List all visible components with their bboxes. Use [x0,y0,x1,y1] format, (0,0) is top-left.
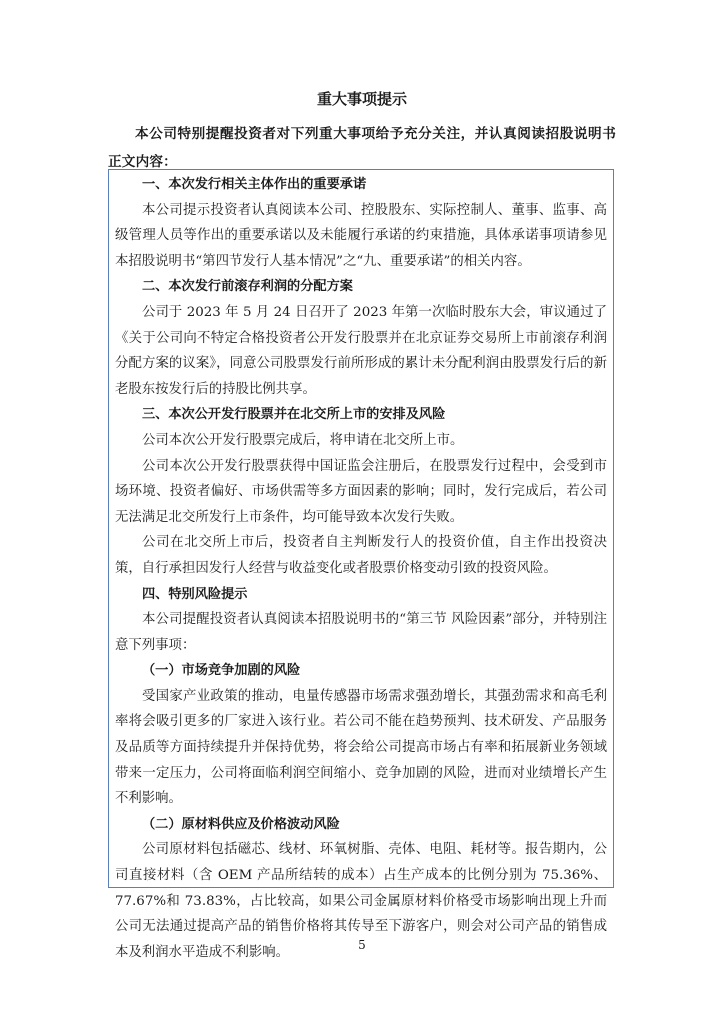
section-1-heading: 一、本次发行相关主体作出的重要承诺 [142,177,367,192]
section-3-paragraph-3: 公司在北交所上市后，投资者自主判断发行人的投资价值，自主作出投资决策，自行承担因发行人经营与收益变化或者股票价格变动引致的投资风险。 [115,535,607,576]
page-number: 5 [358,938,366,952]
section-4-paragraph: 本公司提醒投资者认真阅读本招股说明书的“第三节 风险因素”部分，并特别注意下列事项： [115,612,607,653]
intro-paragraph: 本公司特别提醒投资者对下列重大事项给予充分关注，并认真阅读招股说明书正文内容： [108,126,616,170]
section-2-heading: 二、本次发行前滚存利润的分配方案 [142,279,353,295]
section-3-paragraph-2: 公司本次公开发行股票获得中国证监会注册后，在股票发行过程中，会受到市场环境、投资者偏好、市场供需等多方面因素的影响；同时，发行完成后，若公司无法满足北交所发行上市条件，均可能导致本次发行失败。 [115,458,607,525]
subsection-1-heading: （一）市场竞争加剧的风险 [142,663,301,679]
notice-box [108,169,614,960]
subsection-2-paragraph: 公司原材料包括磁芯、线材、环氧树脂、壳体、电阻、耗材等。报告期内，公司直接材料（含 OEM 产品所结转的成本）占生产成本的比例分别为 75.36%、77.67%和 73.83%，占比较高，如果公司金属原材料价格受市场影响出现上升而公司无法通过提高产品的销售价格将其传导至下游客户，则会对公司产品的销售成本及利润水平造成不利影响。 [115,842,607,960]
page-title: 重大事项提示 [316,90,407,108]
subsection-2-heading: （二）原材料供应及价格波动风险 [142,816,340,832]
section-1-paragraph: 本公司提示投资者认真阅读本公司、控股股东、实际控制人、董事、监事、高级管理人员等作出的重要承诺以及未能履行承诺的约束措施，具体承诺事项请参见本招股说明书“第四节发行人基本情况”之“九、重要承诺”的相关内容。 [115,202,607,269]
section-3-paragraph-1: 公司本次公开发行股票完成后，将申请在北交所上市。 [142,432,464,448]
section-4-heading: 四、特别风险提示 [142,586,248,602]
section-3-heading: 三、本次公开发行股票并在北交所上市的安排及风险 [142,407,446,423]
subsection-1-paragraph: 受国家产业政策的推动，电量传感器市场需求强劲增长，其强劲需求和高毛利率将会吸引更多的厂家进入该行业。若公司不能在趋势预判、技术研发、产品服务及品质等方面持续提升并保持优势，将会给公司提高市场占有率和拓展新业务领域带来一定压力，公司将面临利润空间缩小、竞争加剧的风险，进而对业绩增长产生不利影响。 [115,688,607,807]
section-2-paragraph: 公司于 2023 年 5 月 24 日召开了 2023 年第一次临时股东大会，审议通过了《关于公司向不特定合格投资者公开发行股票并在北京证券交易所上市前滚存利润分配方案的议案》，同意公司股票发行前所形成的累计未分配利润由股票发行后的新老股东按发行后的持股比例共享。 [115,304,607,397]
